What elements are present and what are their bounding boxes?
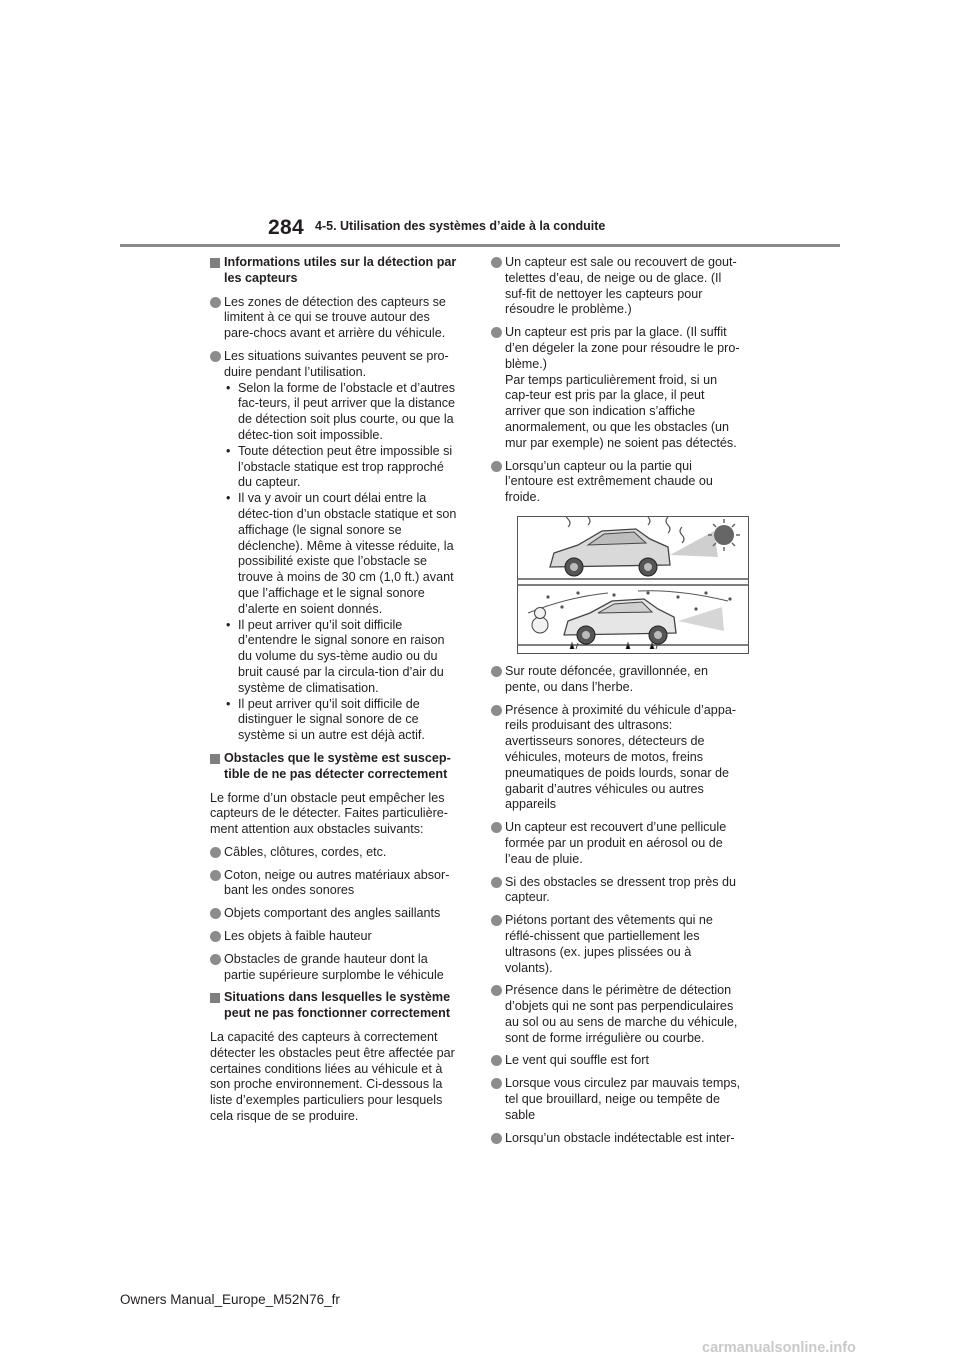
bullet-pedestrian-clothing: Piétons portant des vêtements qui ne réflé-chissent que partiellement les ultrasons (ex. jupes plissées ou à volants). — [491, 913, 741, 976]
round-bullet-icon — [491, 822, 502, 833]
round-bullet-icon — [210, 954, 221, 965]
round-bullet-icon — [210, 908, 221, 919]
bullet-aerosol-film: Un capteur est recouvert d’une pellicule formée par un produit en aérosol ou de l’eau de pluie. — [491, 820, 741, 867]
bullet-detection-zones: Les zones de détection des capteurs se limitent à ce qui se trouve autour des pare-chocs avant et arrière du véhicule. — [210, 295, 460, 342]
bullet-cables: Câbles, clôtures, cordes, etc. — [210, 845, 460, 861]
snowy-car-icon — [564, 599, 676, 644]
snowman-icon — [532, 607, 548, 633]
sub-item: • Il peut arriver qu’il soit difficile d’entendre le signal sonore en raison du volume du sys-tème audio ou du bruit causé par la circula-tion d’air du système de climatisation. — [226, 617, 445, 695]
watermark: carmanualsonline.info — [702, 1340, 856, 1356]
sub-item: • Il va y avoir un court délai entre la détec-tion d’un obstacle statique et son affichage (le signal sonore se déclenche). Même à vitesse réduite, la possibilité existe que l’obstacle se trouve à moins de 30 cm (1,0 ft.) avant que l’affichage et le signal sonore d’alerte en soient donnés. — [226, 491, 457, 616]
bullet-dirty-sensor: Un capteur est sale ou recouvert de gout-telettes d’eau, de neige ou de glace. (Il suf-fit de nettoyer les capteurs pour résoudre le problème.) — [491, 255, 741, 318]
round-bullet-icon — [210, 297, 221, 308]
sub-item: • Selon la forme de l’obstacle et d’autres fac-teurs, il peut arriver que la distance de détection soit plus courte, ou que la détec-tion soit impossible. — [226, 380, 456, 442]
page-number: 284 — [268, 216, 304, 239]
bullet-low-objects: Les objets à faible hauteur — [210, 929, 460, 945]
bullet-temperature: Lorsqu’un capteur ou la partie qui l’entoure est extrêmement chaude ou froide. — [491, 459, 741, 506]
round-bullet-icon — [491, 257, 502, 268]
sub-item: • Il peut arriver qu’il soit difficile de distinguer le signal sonore de ce système si un autre est déjà actif. — [226, 696, 425, 743]
hot-car-icon — [550, 529, 670, 576]
bullet-irregular-objects: Présence dans le périmètre de détection d’objets qui ne sont pas perpendiculaires au sol ou au sens de marche du véhicule, sont de forme irrégulière ou courbe. — [491, 983, 741, 1046]
weather-illustration — [517, 516, 749, 654]
bullet-close-obstacles: Si des obstacles se dressent trop près du capteur. — [491, 875, 741, 907]
round-bullet-icon — [491, 666, 502, 677]
bullet-overhanging-obstacles: Obstacles de grande hauteur dont la partie supérieure surplombe le véhicule — [210, 952, 460, 984]
round-bullet-icon — [491, 461, 502, 472]
round-bullet-icon — [491, 1055, 502, 1066]
paragraph-sensor-capacity: La capacité des capteurs à correctement détecter les obstacles peut être affectée par certaines conditions liées au véhicule et à son proche environnement. Ci-dessous la liste d’exemples particuliers pour lesquels cela risque de se produire. — [210, 1030, 455, 1124]
square-bullet-icon — [210, 754, 220, 764]
round-bullet-icon — [210, 870, 221, 881]
heading-malfunction-situations: Situations dans lesquelles le système peut ne pas fonctionner correctement — [210, 990, 460, 1022]
bullet-rough-road: Sur route défoncée, gravillonnée, en pente, ou dans l’herbe. — [491, 664, 741, 696]
paragraph-obstacle-shape: Le forme d’un obstacle peut empêcher les capteurs de le détecter. Faites particulière-ment attention aux obstacles suivants: — [210, 790, 449, 837]
bullet-usage-situations: Les situations suivantes peuvent se pro-duire pendant l’utilisation. • Selon la forme de l’obstacle et d’autres fac-teurs, il peut arriver que la distance de détection soit plus courte, ou que la détec-tion soit impossible. • Toute détection peut être impossible si l’obstacle statique est trop rapproché du capteur. • Il va y avoir un court délai entre la détec-tion d’un obstacle statique et son affichage (le signal sonore se déclenche). Même à vitesse réduite, la possibilité existe que l’obstacle se trouve à moins de 30 cm (1,0 ft.) avant que l’affichage et le signal sonore d’alerte en soient donnés. • Il peut arriver qu’il soit difficile d’entendre le signal sonore en raison du volume du sys-tème audio ou du bruit causé par la circula-tion d’air du système de climatisation. • Il peut arriver qu’il soit difficile de distinguer le signal sonore de ce système si un autre est déjà actif. — [210, 349, 460, 744]
round-bullet-icon — [491, 877, 502, 888]
round-bullet-icon — [491, 705, 502, 716]
weather-illustration-svg — [518, 517, 748, 653]
heading-undetected-obstacles: Obstacles que le système est suscep-tible de ne pas détecter correctement — [210, 751, 460, 783]
document-id: Owners Manual_Europe_M52N76_fr — [120, 1292, 340, 1307]
round-bullet-icon — [491, 915, 502, 926]
sub-item: • Toute détection peut être impossible si l’obstacle statique est trop rapproché du capteur. — [226, 443, 453, 490]
heading-detection-info: Informations utiles sur la détection par les capteurs — [210, 255, 460, 287]
bullet-sharp-angles: Objets comportant des angles saillants — [210, 906, 460, 922]
round-bullet-icon — [491, 1133, 502, 1144]
round-bullet-icon — [210, 351, 221, 362]
square-bullet-icon — [210, 258, 220, 268]
bullet-strong-wind: Le vent qui souffle est fort — [491, 1053, 741, 1069]
bullet-cotton-snow: Coton, neige ou autres matériaux absor-bant les ondes sonores — [210, 868, 460, 900]
sensor-wave-icon — [678, 607, 724, 631]
bullet-iced-sensor: Un capteur est pris par la glace. (Il suffit d’en dégeler la zone pour résoudre le pro-blème.) Par temps particulièrement froid, si un cap-teur est pris par la glace, il peut arriver que son indication s’affiche anormalement, ou que les obstacles (un mur par exemple) ne soient pas détectés. — [491, 325, 741, 451]
round-bullet-icon — [210, 847, 221, 858]
round-bullet-icon — [210, 931, 221, 942]
right-column — [491, 255, 741, 1153]
square-bullet-icon — [210, 993, 220, 1003]
round-bullet-icon — [491, 327, 502, 338]
sun-icon — [670, 519, 740, 557]
bullet-ultrasound-devices: Présence à proximité du véhicule d’appa-reils produisant des ultrasons: avertisseurs sonores, détecteurs de véhicules, moteurs de motos, freins pneumatiques de poids lourds, sonar de gabarit d’autres véhicules ou autres appareils — [491, 703, 741, 814]
bullet-undetectable-obstacle: Lorsqu’un obstacle indétectable est inter- — [491, 1131, 741, 1147]
bullet-bad-weather: Lorsque vous circulez par mauvais temps, tel que brouillard, neige ou tempête de sable — [491, 1076, 741, 1123]
round-bullet-icon — [491, 1078, 502, 1089]
section-title: 4-5. Utilisation des systèmes d’aide à la conduite — [315, 219, 606, 233]
left-column — [210, 255, 460, 1132]
round-bullet-icon — [491, 985, 502, 996]
header-rule — [120, 244, 840, 247]
